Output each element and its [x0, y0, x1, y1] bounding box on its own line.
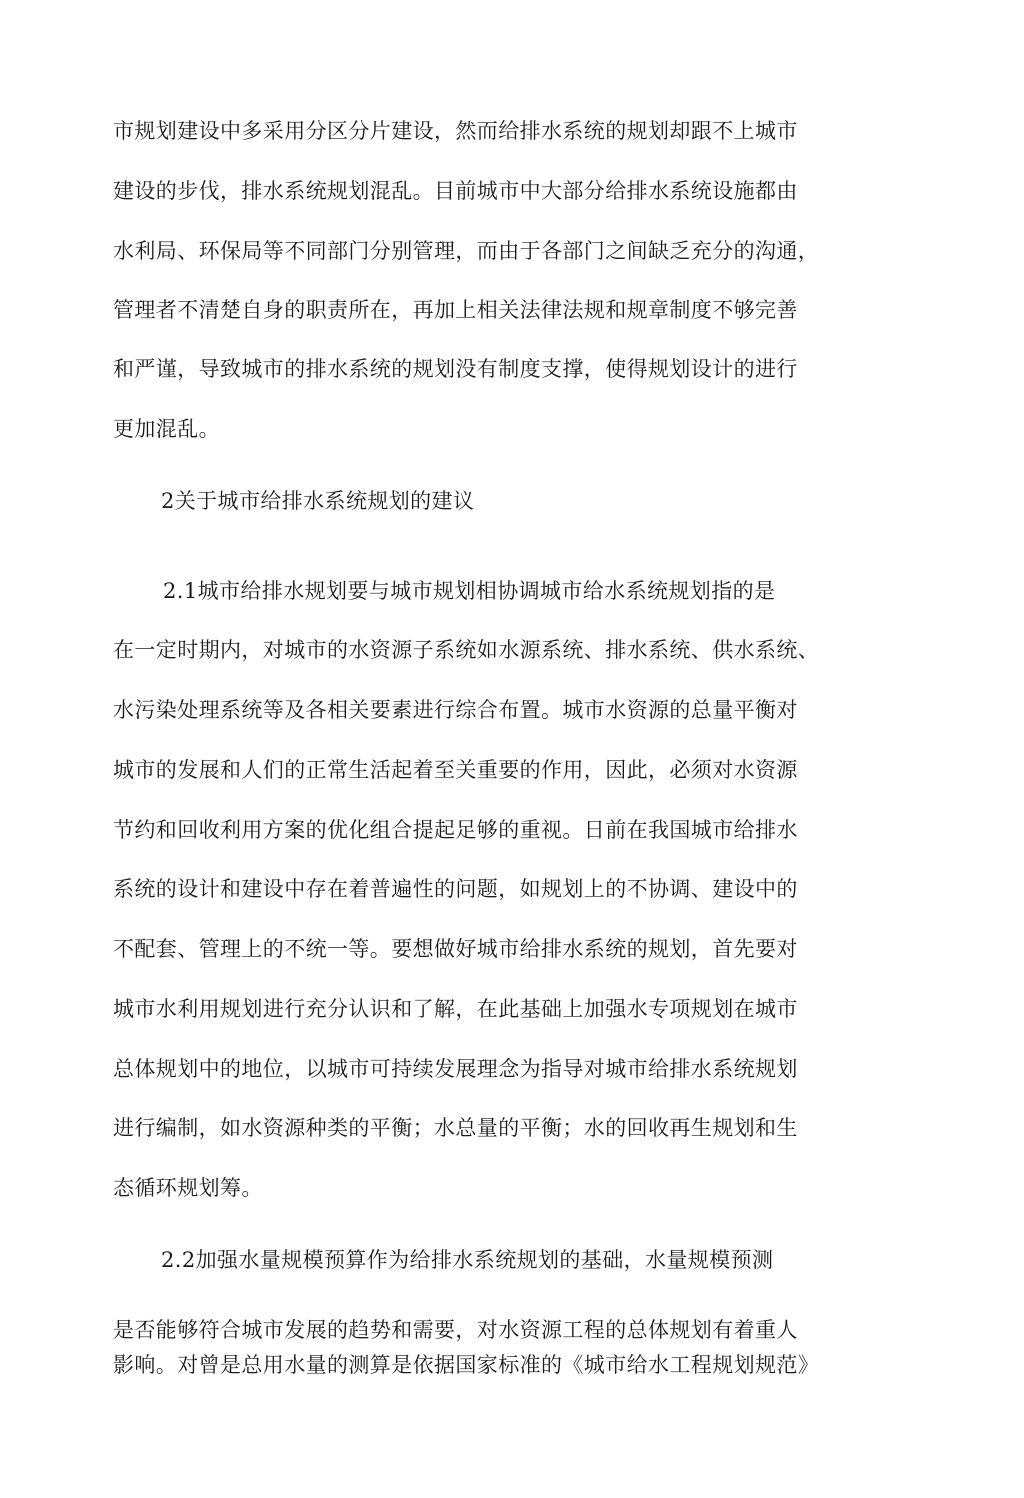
- paragraph-line: 城市水利用规划进行充分认识和了解，在此基础上加强水专项规划在城市: [113, 997, 798, 1021]
- paragraph-line: 进行编制，如水资源种类的平衡；水总量的平衡；水的回收再生规划和生: [113, 1116, 798, 1140]
- paragraph-line: 影响。对曾是总用水量的测算是依据国家标准的《城市给水工程规划规范》: [113, 1353, 820, 1377]
- paragraph-line: 在一定时期内，对城市的水资源子系统如水源系统、排水系统、供水系统、: [113, 638, 820, 662]
- paragraph-line: 更加混乱。: [113, 417, 220, 441]
- paragraph-line: 总体规划中的地位，以城市可持续发展理念为指导对城市给排水系统规划: [113, 1057, 798, 1081]
- paragraph-line: 水污染处理系统等及各相关要素进行综合布置。城市水资源的总量平衡对: [113, 698, 798, 722]
- subsection-heading-line: 2.1城市给排水规划要与城市规划相协调城市给水系统规划指的是: [163, 579, 776, 603]
- paragraph-line: 和严谨，导致城市的排水系统的规划没有制度支撑，使得规划设计的进行: [113, 357, 798, 381]
- paragraph-line: 城市的发展和人们的正常生活起着至关重要的作用，因此，必须对水资源: [113, 758, 798, 782]
- subsection-heading-line: 2.2加强水量规模预算作为给排水系统规划的基础，水量规模预测: [161, 1248, 774, 1272]
- paragraph-line: 节约和回收利用方案的优化组合提起足够的重视。日前在我国城市给排水: [113, 818, 798, 842]
- paragraph-line: 不配套、管理上的不统一等。要想做好城市给排水系统的规划，首先要对: [113, 937, 798, 961]
- paragraph-line: 建设的步伐，排水系统规划混乱。目前城市中大部分给排水系统设施都由: [113, 179, 798, 203]
- paragraph-line: 水利局、环保局等不同部门分别管理，而由于各部门之间缺乏充分的沟通，: [113, 239, 820, 263]
- section-heading: 2关于城市给排水系统规划的建议: [161, 489, 475, 513]
- paragraph-line: 系统的设计和建设中存在着普遍性的问题，如规划上的不协调、建设中的: [113, 877, 798, 901]
- paragraph-line: 态循环规划筹。: [113, 1176, 263, 1200]
- paragraph-line: 管理者不清楚自身的职责所在，再加上相关法律法规和规章制度不够完善: [113, 298, 798, 322]
- paragraph-line: 是否能够符合城市发展的趋势和需要，对水资源工程的总体规划有着重人: [113, 1318, 798, 1342]
- paragraph-line: 市规划建设中多采用分区分片建设，然而给排水系统的规划却跟不上城市: [113, 119, 798, 143]
